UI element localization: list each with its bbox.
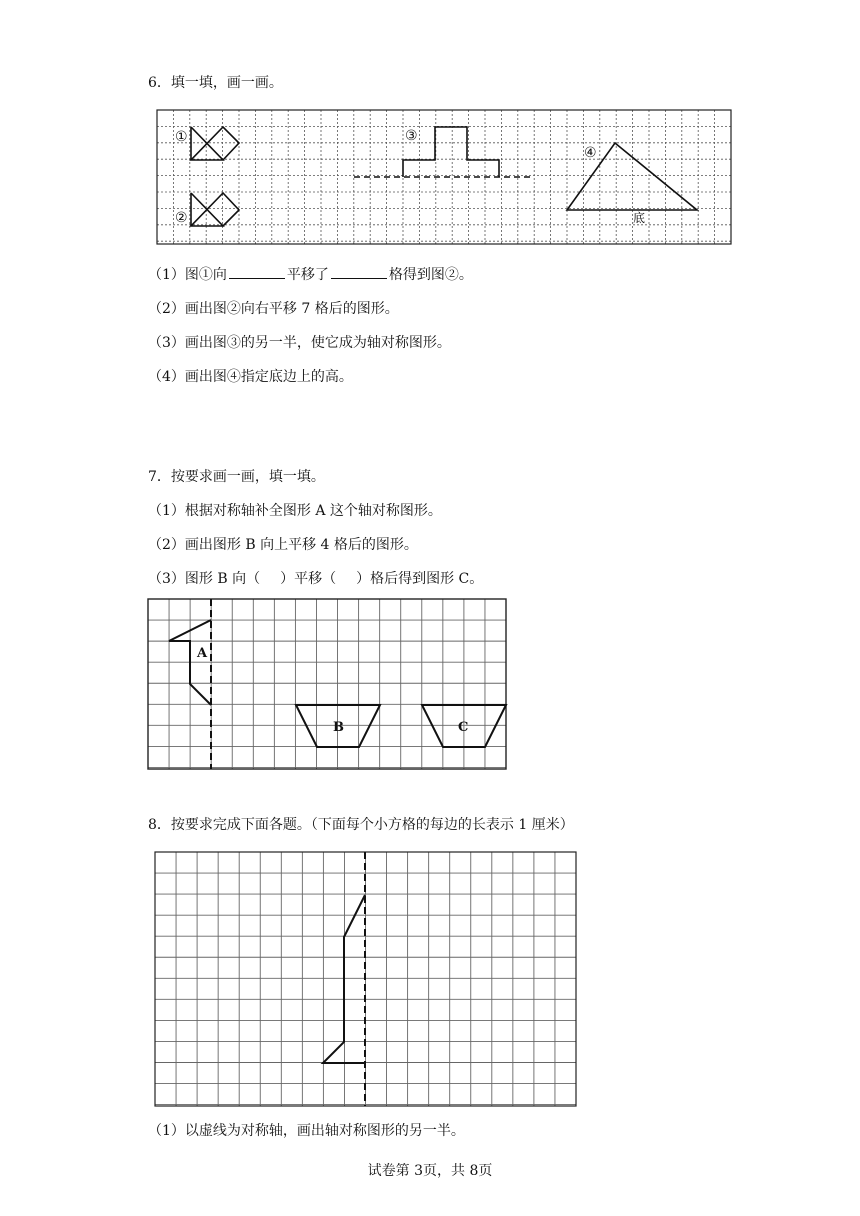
q7-label-a: A [197,646,208,661]
q7-item-3: （3）图形 B 向（ ）平移（ ）格后得到图形 C。 [148,571,484,587]
q7-item-1: （1）根据对称轴补全图形 A 这个轴对称图形。 [148,503,442,519]
q6-answer-blank-direction[interactable] [229,266,285,279]
q6-label-3: ③ [405,128,418,144]
q6-answer-blank-cells[interactable] [331,266,387,279]
q6-figure-2 [191,193,239,226]
q7-title: 7．按要求画一画，填一填。 [148,469,325,485]
q6-base-label: 底 [633,211,646,225]
q8-title: 8．按要求完成下面各题。（下面每个小方格的每边的长表示 1 厘米） [148,817,574,833]
q6-label-4: ④ [584,145,597,161]
q6-title: 6．填一填，画一画。 [148,75,283,91]
q6-item-1: （1）图①向 平移了 格得到图②。 [148,267,473,283]
q7-label-c: C [458,720,469,735]
q6-item-3: （3）画出图③的另一半，使它成为轴对称图形。 [148,335,451,351]
q6-item-2: （2）画出图②向右平移 7 格后的图形。 [148,301,399,317]
q8-item-1: （1）以虚线为对称轴，画出轴对称图形的另一半。 [148,1123,465,1139]
q6-figure-1 [191,127,239,160]
q7-item-2: （2）画出图形 B 向上平移 4 格后的图形。 [148,537,418,553]
q7-label-b: B [333,720,344,735]
q6-label-1: ① [175,129,188,145]
page-footer: 试卷第 3页，共 8页 [367,1163,493,1179]
q6-item-4: （4）画出图④指定底边上的高。 [148,369,353,385]
q6-label-2: ② [175,210,188,226]
